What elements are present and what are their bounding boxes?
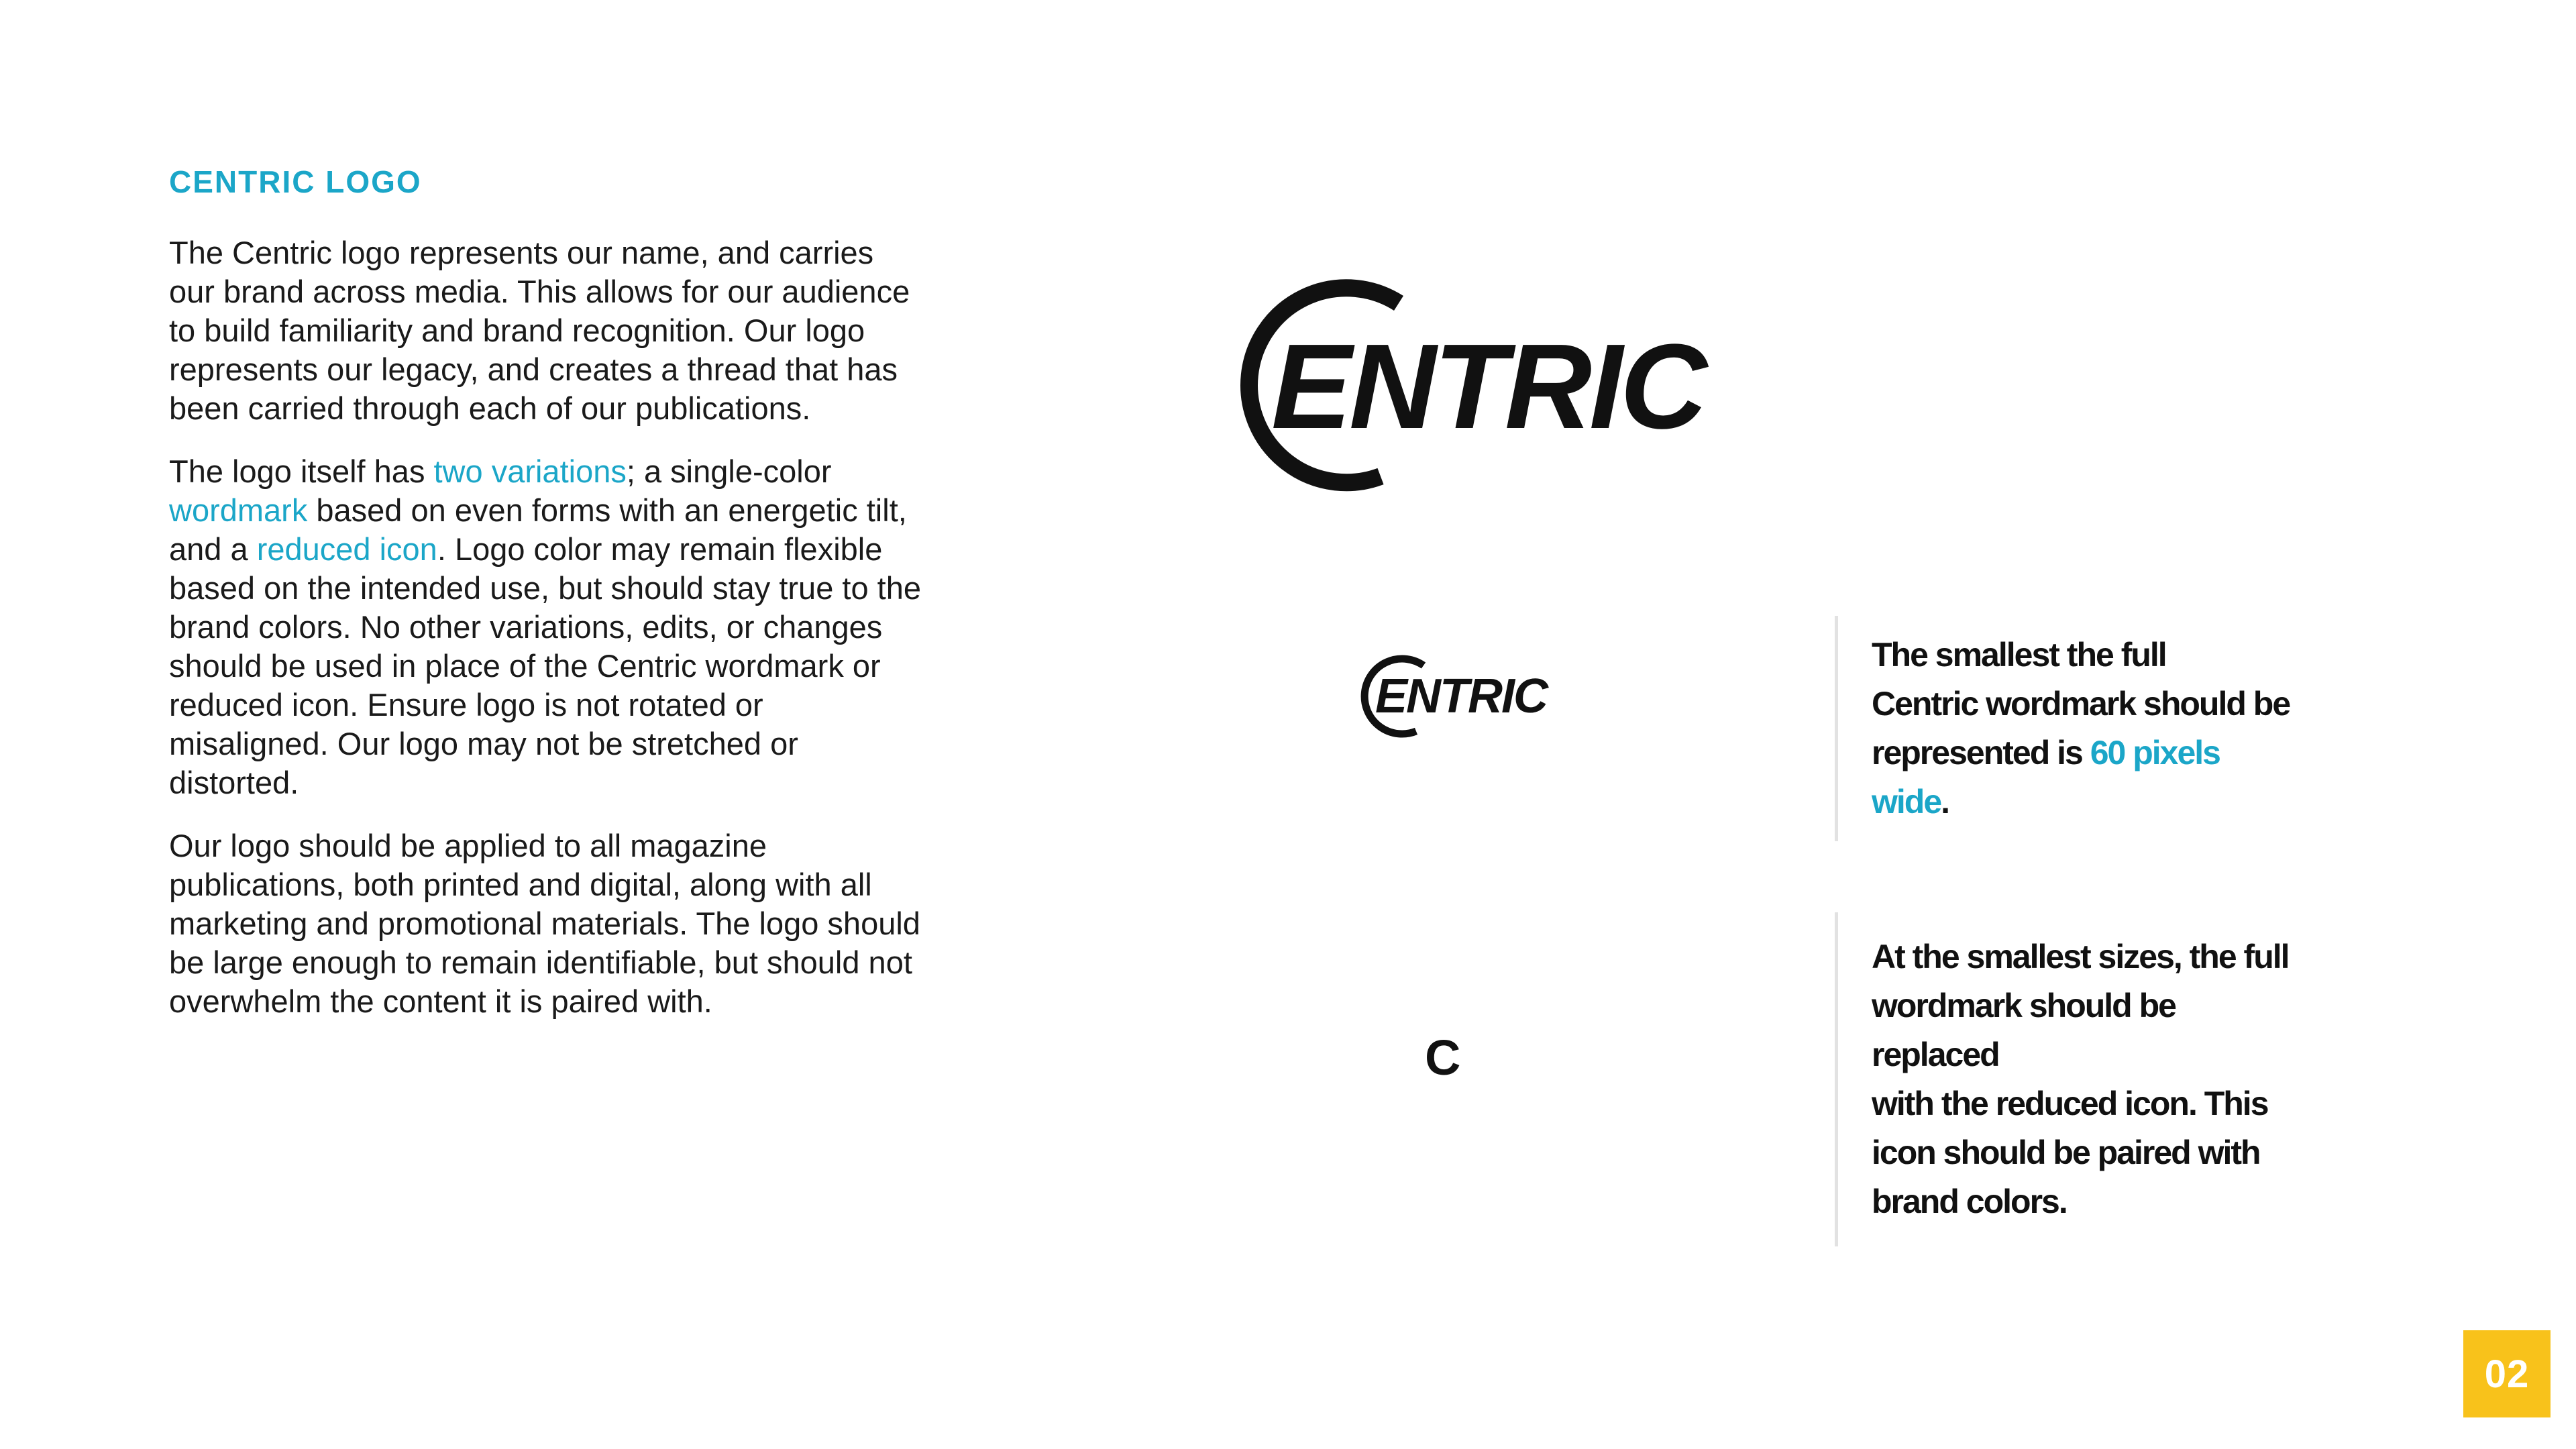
section-heading: CENTRIC LOGO [169, 164, 422, 199]
paragraph-variations-text-4: . Logo color may remain flexible based on the intended use, but should stay true to the brand colors. No other variations, edits, or changes should be used in place of the Centric wordmark or reduced icon. Ensure logo is not rotated or misaligned. Our logo may not be stretched or distorted. [169, 531, 921, 800]
paragraph-usage: Our logo should be applied to all magazine publications, both printed and digital, along with all marketing and promotional materials. The logo should be large enough to remain identifiable, but should not overwhelm the content it is paired with. [169, 828, 920, 1019]
note-2-line-1: At the smallest sizes, the full [1872, 938, 2289, 975]
page-number-badge: 02 [2463, 1330, 2551, 1417]
wordmark-link: wordmark [169, 492, 308, 528]
note-2-line-2: wordmark should be replaced [1872, 987, 2176, 1073]
note-1-line-3-text: represented is [1872, 734, 2090, 771]
reduced-icon-link: reduced icon [256, 531, 437, 567]
centric-reduced-icon [1422, 1030, 1469, 1085]
paragraph-intro: The Centric logo represents our name, and carries our brand across media. This allows for our audience to build familiarity and brand recognition. Our logo represents our legacy, and creates a thread that has been carried through each of our publications. [169, 235, 910, 426]
paragraph-variations-text-2: ; a single-color [626, 453, 832, 489]
wordmark-text: ENTRIC [1271, 319, 1705, 454]
note-2-line-5: brand colors. [1872, 1183, 2067, 1220]
two-variations-link: two variations [433, 453, 627, 489]
reduced-icon-letter: C [1425, 1030, 1461, 1085]
body-copy [169, 233, 927, 1045]
centric-wordmark-small [1348, 651, 1547, 745]
note-1-line-1: The smallest the full [1872, 636, 2166, 674]
note-1-line-3 [1872, 729, 2301, 826]
note-2-line-4: icon should be paired with [1872, 1134, 2260, 1171]
note-minimum-size [1835, 616, 2301, 841]
note-1-line-2: Centric wordmark should be [1872, 685, 2290, 722]
note-1-line-3-end: . [1941, 783, 1949, 820]
paragraph-variations-text-3: based on even forms with an energetic tilt, and a [169, 492, 907, 567]
paragraph-variations [169, 452, 927, 802]
centric-wordmark-large [1208, 275, 1705, 503]
min-width-highlight: 60 pixels wide [1872, 734, 2220, 820]
wordmark-small-text: ENTRIC [1375, 669, 1547, 723]
paragraph-variations-text-1: The logo itself has [169, 453, 434, 489]
note-reduced-icon [1835, 912, 2301, 1246]
note-2-line-3: with the reduced icon. This [1872, 1085, 2268, 1122]
